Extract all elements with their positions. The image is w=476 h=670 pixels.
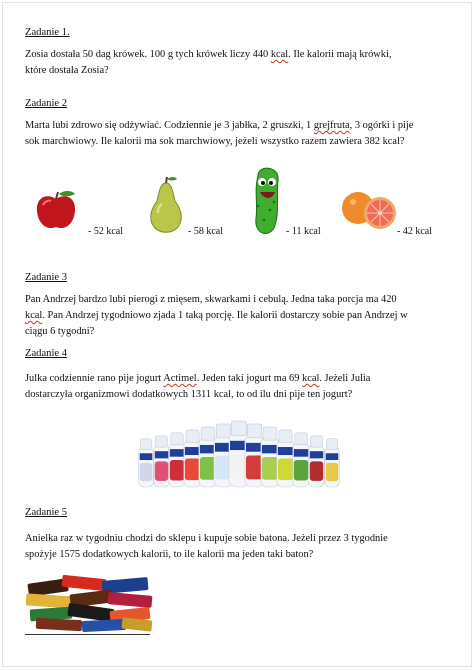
task-2-text (25, 118, 457, 150)
task-2-fruit-word: grejfruta (313, 120, 350, 131)
task-4-line1-end: . Jeżeli Julia (319, 373, 371, 384)
task-1-text (25, 47, 457, 79)
task-1-heading: Zadanie 1. (25, 27, 70, 38)
task-2-line1-end: , 3 ogórki i pije (349, 120, 414, 131)
task-3-text (25, 292, 457, 340)
task-4-brand: Actimel (163, 373, 197, 384)
task-2-line1: Marta lubi zdrowo się odżywiać. Codziennie je 3 jabłka, 2 gruszki, 1 (25, 120, 314, 131)
actimel-bottle (184, 430, 201, 487)
task-3-unit: kcal (25, 310, 43, 321)
task-4-text (25, 371, 457, 403)
task-2-heading: Zadanie 2 (25, 98, 68, 109)
cucumber-kcal: - 11 kcal (286, 226, 321, 237)
actimel-bottle (139, 439, 154, 487)
cucumber-icon (250, 166, 284, 236)
grapefruit-icon (341, 189, 397, 233)
actimel-bottle (293, 433, 309, 487)
actimel-bottle (261, 427, 279, 487)
task-3-heading: Zadanie 3 (25, 272, 68, 283)
task-5-line2: spożyje 1575 dodatkowych kalorii, to ile kalorii ma jeden taki baton? (25, 549, 314, 560)
task-1-line1: Zosia dostała 50 dag krówek. 100 g tych krówek liczy 440 (25, 49, 271, 60)
task-3-line1: Pan Andrzej bardzo lubi pierogi z mięsem, skwarkami i cebulą. Jedna taka porcja ma 420 (25, 294, 397, 305)
pear-icon (146, 177, 186, 235)
actimel-bottle (277, 430, 294, 487)
task-5-line1: Anielka raz w tygodniu chodzi do sklepu i kupuje sobie batona. Jeżeli przez 3 tygodnie (25, 533, 388, 544)
task-4-line1-mid: . Jeden taki jogurt ma 69 (196, 373, 303, 384)
actimel-bottles-image (138, 409, 341, 489)
bottom-rule (25, 634, 150, 635)
task-2-line2: sok marchwiowy. Ile kalorii ma sok marchwiowy, jeżeli wszystko razem zawiera 382 kcal? (25, 136, 405, 147)
task-1-unit: kcal (270, 49, 289, 60)
actimel-bottle (169, 433, 185, 487)
task-1-line1-end: . Ile kalorii mają krówki, (288, 49, 392, 60)
apple-kcal: - 52 kcal (88, 226, 123, 237)
task-5-heading: Zadanie 5 (25, 507, 68, 518)
task-4-unit: kcal (302, 373, 320, 384)
task-4-line2: dostarczyła organizmowi dodatkowych 1311 kcal, to od ilu dni pije ten jogurt? (25, 389, 353, 400)
grapefruit-kcal: - 42 kcal (397, 226, 432, 237)
task-1-line2: które dostała Zosia? (25, 65, 109, 76)
task-4-line1: Julka codziennie rano pije jogurt (25, 373, 164, 384)
task-5-text (25, 531, 457, 563)
actimel-bottle (154, 436, 170, 487)
actimel-bottle (309, 436, 325, 487)
apple-icon (33, 189, 79, 233)
candy-bars-image (26, 575, 154, 632)
task-3-line2: . Pan Andrzej tygodniowo zjada 1 taką porcję. Ile kalorii dostarczy sobie pan Andrzej w (42, 310, 408, 321)
task-3-line3: ciągu 6 tygodni? (25, 326, 95, 337)
pear-kcal: - 58 kcal (188, 226, 223, 237)
actimel-bottle (325, 439, 340, 487)
task-4-heading: Zadanie 4 (25, 348, 68, 359)
